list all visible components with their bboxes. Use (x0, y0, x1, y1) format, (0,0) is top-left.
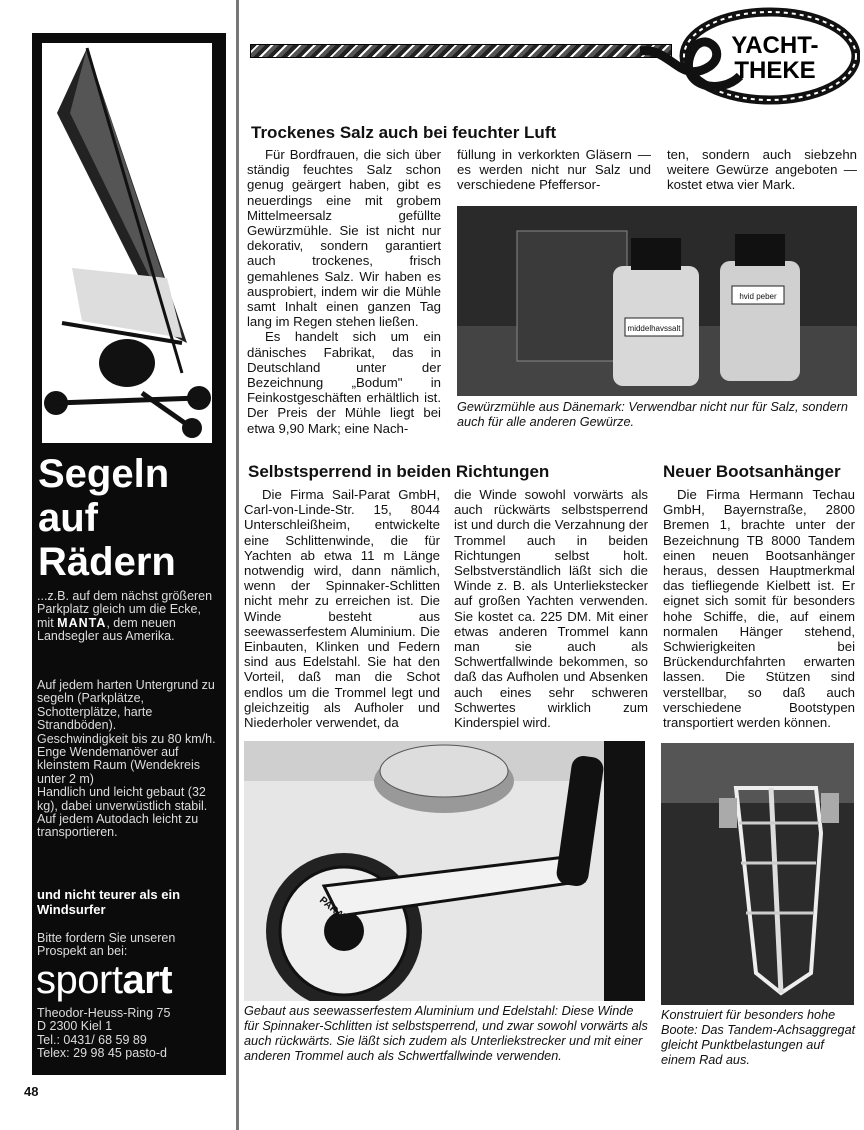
ad-address-line: Theodor-Heuss-Ring 75 (37, 1006, 171, 1020)
ad-claim: und nicht teurer als ein Windsurfer (37, 887, 181, 917)
article2-title: Selbstsperrend in beiden Richtungen (248, 462, 550, 481)
ad-feature: Geschwindigkeit bis zu 80 km/h. (37, 731, 216, 746)
page-number: 48 (24, 1084, 39, 1099)
ad-features (37, 679, 223, 840)
ad-headline-line: Segeln (38, 452, 170, 496)
manta-logo: MANTA (57, 615, 107, 630)
article2-col2: die Winde sowohl vorwärts als auch rückwärts selbstsperrend ist und durch die Verzahnung der Trommel auch in beiden Richtungen selbst holt. Selbstverständlich läßt sich die Winde z. B. als Unterliekstecker auf großen Yachten verwenden. Sie kostet ca. 225 DM. Mit einer etwas anderen Trommel kann man sie auch als Schwertfallwinde bekommen, so daß das Aufholen und Absenken auch eines sehr schweren Schwertes wirklich zum Kinderspiel wird. (454, 487, 648, 731)
article1-col3: ten, sondern auch siebzehn weitere Gewürze angeboten — kostet etwa vier Mark. (667, 147, 857, 193)
ad-headline (38, 452, 224, 584)
article1-col2: füllung in verkorkten Gläsern — es werden nicht nur Salz und verschiedene Pfeffersor- (457, 147, 651, 193)
ad-intro-text: ...z.B. auf dem nächst größeren Parkplatz gleich um die Ecke, (37, 589, 213, 617)
trailer-illustration (661, 743, 854, 1005)
column-divider (236, 0, 239, 1130)
ad-request: Bitte fordern Sie unseren Prospekt an bei: (37, 931, 176, 959)
logo-bold: art (122, 958, 173, 1002)
ad-photo-land-yacht (42, 43, 212, 443)
rope-header-rule (250, 44, 672, 58)
article3-body: Die Firma Hermann Techau GmbH, Bayernstraße, 2800 Bremen 1, brachte unter der Bezeichnung TB 8000 Tandem einen neuen Bootsanhänger heraus, dessen Hauptmerkmal das tiefliegende Kielbett ist. Er eignet sich somit für besonders hohe Schiffe, die, auf einem normalen Hänger stehend, Schwierigkeiten bei Brückendurchfahrten erwarten lassen. Die Stützen sind verstellbar, so daß auch verschiedene Bootstypen transportiert werden können. (663, 487, 855, 731)
rope-knot-badge (640, 6, 860, 106)
ad-feature: Handlich und leicht gebaut (32 kg), dabei unverwüstlich stabil. (37, 785, 208, 813)
land-yacht-illustration (42, 43, 212, 443)
ad-feature: Enge Wendemanöver auf kleinstem Raum (Wendekreis unter 2 m) (37, 745, 201, 786)
ad-feature: Auf jedem harten Untergrund zu segeln (Parkplätze, Schotterplätze, harte Strandböden). (37, 678, 215, 733)
article1-title: Trockenes Salz auch bei feuchter Luft (251, 123, 557, 142)
ad-address-line: Tel.: 0431/ 68 59 89 (37, 1032, 147, 1047)
ad-address-line: D 2300 Kiel 1 (37, 1019, 113, 1034)
ad-intro-pre: mit (37, 615, 54, 630)
ad-address-line: Telex: 29 98 45 pasto-d (37, 1046, 167, 1061)
logo-light: sport (36, 958, 123, 1002)
sportart-logo (36, 958, 172, 1002)
badge-text: YACHT- (731, 32, 819, 59)
article3-caption: Konstruiert für besonders hohe Boote: Das Tandem-Achsaggregat gleicht Punktbelastungen auf einem Rad aus. (661, 1008, 856, 1067)
article2-col1: Die Firma Sail-Parat GmbH, Carl-von-Linde-Str. 15, 8044 Unterschleißheim, entwickelte eine Schlittenwinde, die für Yachten ab etwa 11 m Länge notwendig wird, dann nämlich, wenn der Spinnaker-Schlitten nicht mehr zu erreichen ist. Die Winde besteht aus seewasserfestem Aluminium. Die Einbauten, Klinken und Federn sind aus Edelstahl. Sie hat den Vorteil, daß man die Schot endlos um die Trommel legt und gleichzeitig als Aufholer und Niederholer verwendet, da (244, 487, 440, 731)
ad-headline-line: Rädern (38, 540, 176, 584)
winch-illustration (244, 741, 645, 1001)
article1-paragraph: Für Bordfrauen, die sich über ständig feuchtes Salz schon genug geärgert haben, gibt es neuerdings eine mit grobem Mittelmeersalz gefüllte Gewürzmühle. Sie ist nicht nur dekorativ, sondern garantiert auch trockenes, frisch gemahlenes Salz. Wir haben es ausprobiert, indem wir die Mühle samt Inhalt einen ganzen Tag lang im Regen stehen ließen. (247, 147, 441, 330)
spice-mill-illustration (457, 206, 857, 396)
article3-title: Neuer Bootsanhänger (663, 462, 841, 481)
jar-label: hvid peber (739, 292, 777, 301)
ad-feature: Auf jedem Autodach leicht zu transportieren. (37, 812, 199, 840)
ad-intro-2 (37, 617, 223, 644)
winch-label: PARAT (317, 894, 350, 925)
article1-paragraph: Es handelt sich um ein dänisches Fabrikat, das in Deutschland unter der Bezeichnung „Bodum" in Feinkostgeschäften erhältlich ist. Der Preis der Mühle liegt bei etwa 9,90 Mark; eine Nach- (247, 329, 441, 436)
ad-address (37, 1007, 223, 1061)
article3-photo-trailer (661, 743, 854, 1005)
article2-photo-winch (244, 741, 645, 1001)
ad-headline-line: auf (38, 496, 98, 540)
badge-text: THEKE (734, 57, 816, 84)
article2-caption: Gebaut aus seewasserfestem Aluminium und Edelstahl: Diese Winde für Spinnaker-Schlitten ist selbstsperrend, und zwar sowohl vorwärts als auch rückwärts. Sie läßt sich zudem als Unterliekstrecker und mit einer anderen Trommel auch als Schwertfallwinde verwenden. (244, 1004, 648, 1063)
article1-photo-spice-mills (457, 206, 857, 396)
ad-intro (37, 590, 223, 644)
jar-label: middelhavssalt (627, 324, 681, 333)
ad-intro-post: , dem neuen Landsegler aus Amerika. (37, 615, 176, 644)
article1-caption: Gewürzmühle aus Dänemark: Verwendbar nicht nur für Salz, sondern auch für alle anderen Gewürze. (457, 400, 848, 429)
article1-col1 (247, 147, 441, 436)
